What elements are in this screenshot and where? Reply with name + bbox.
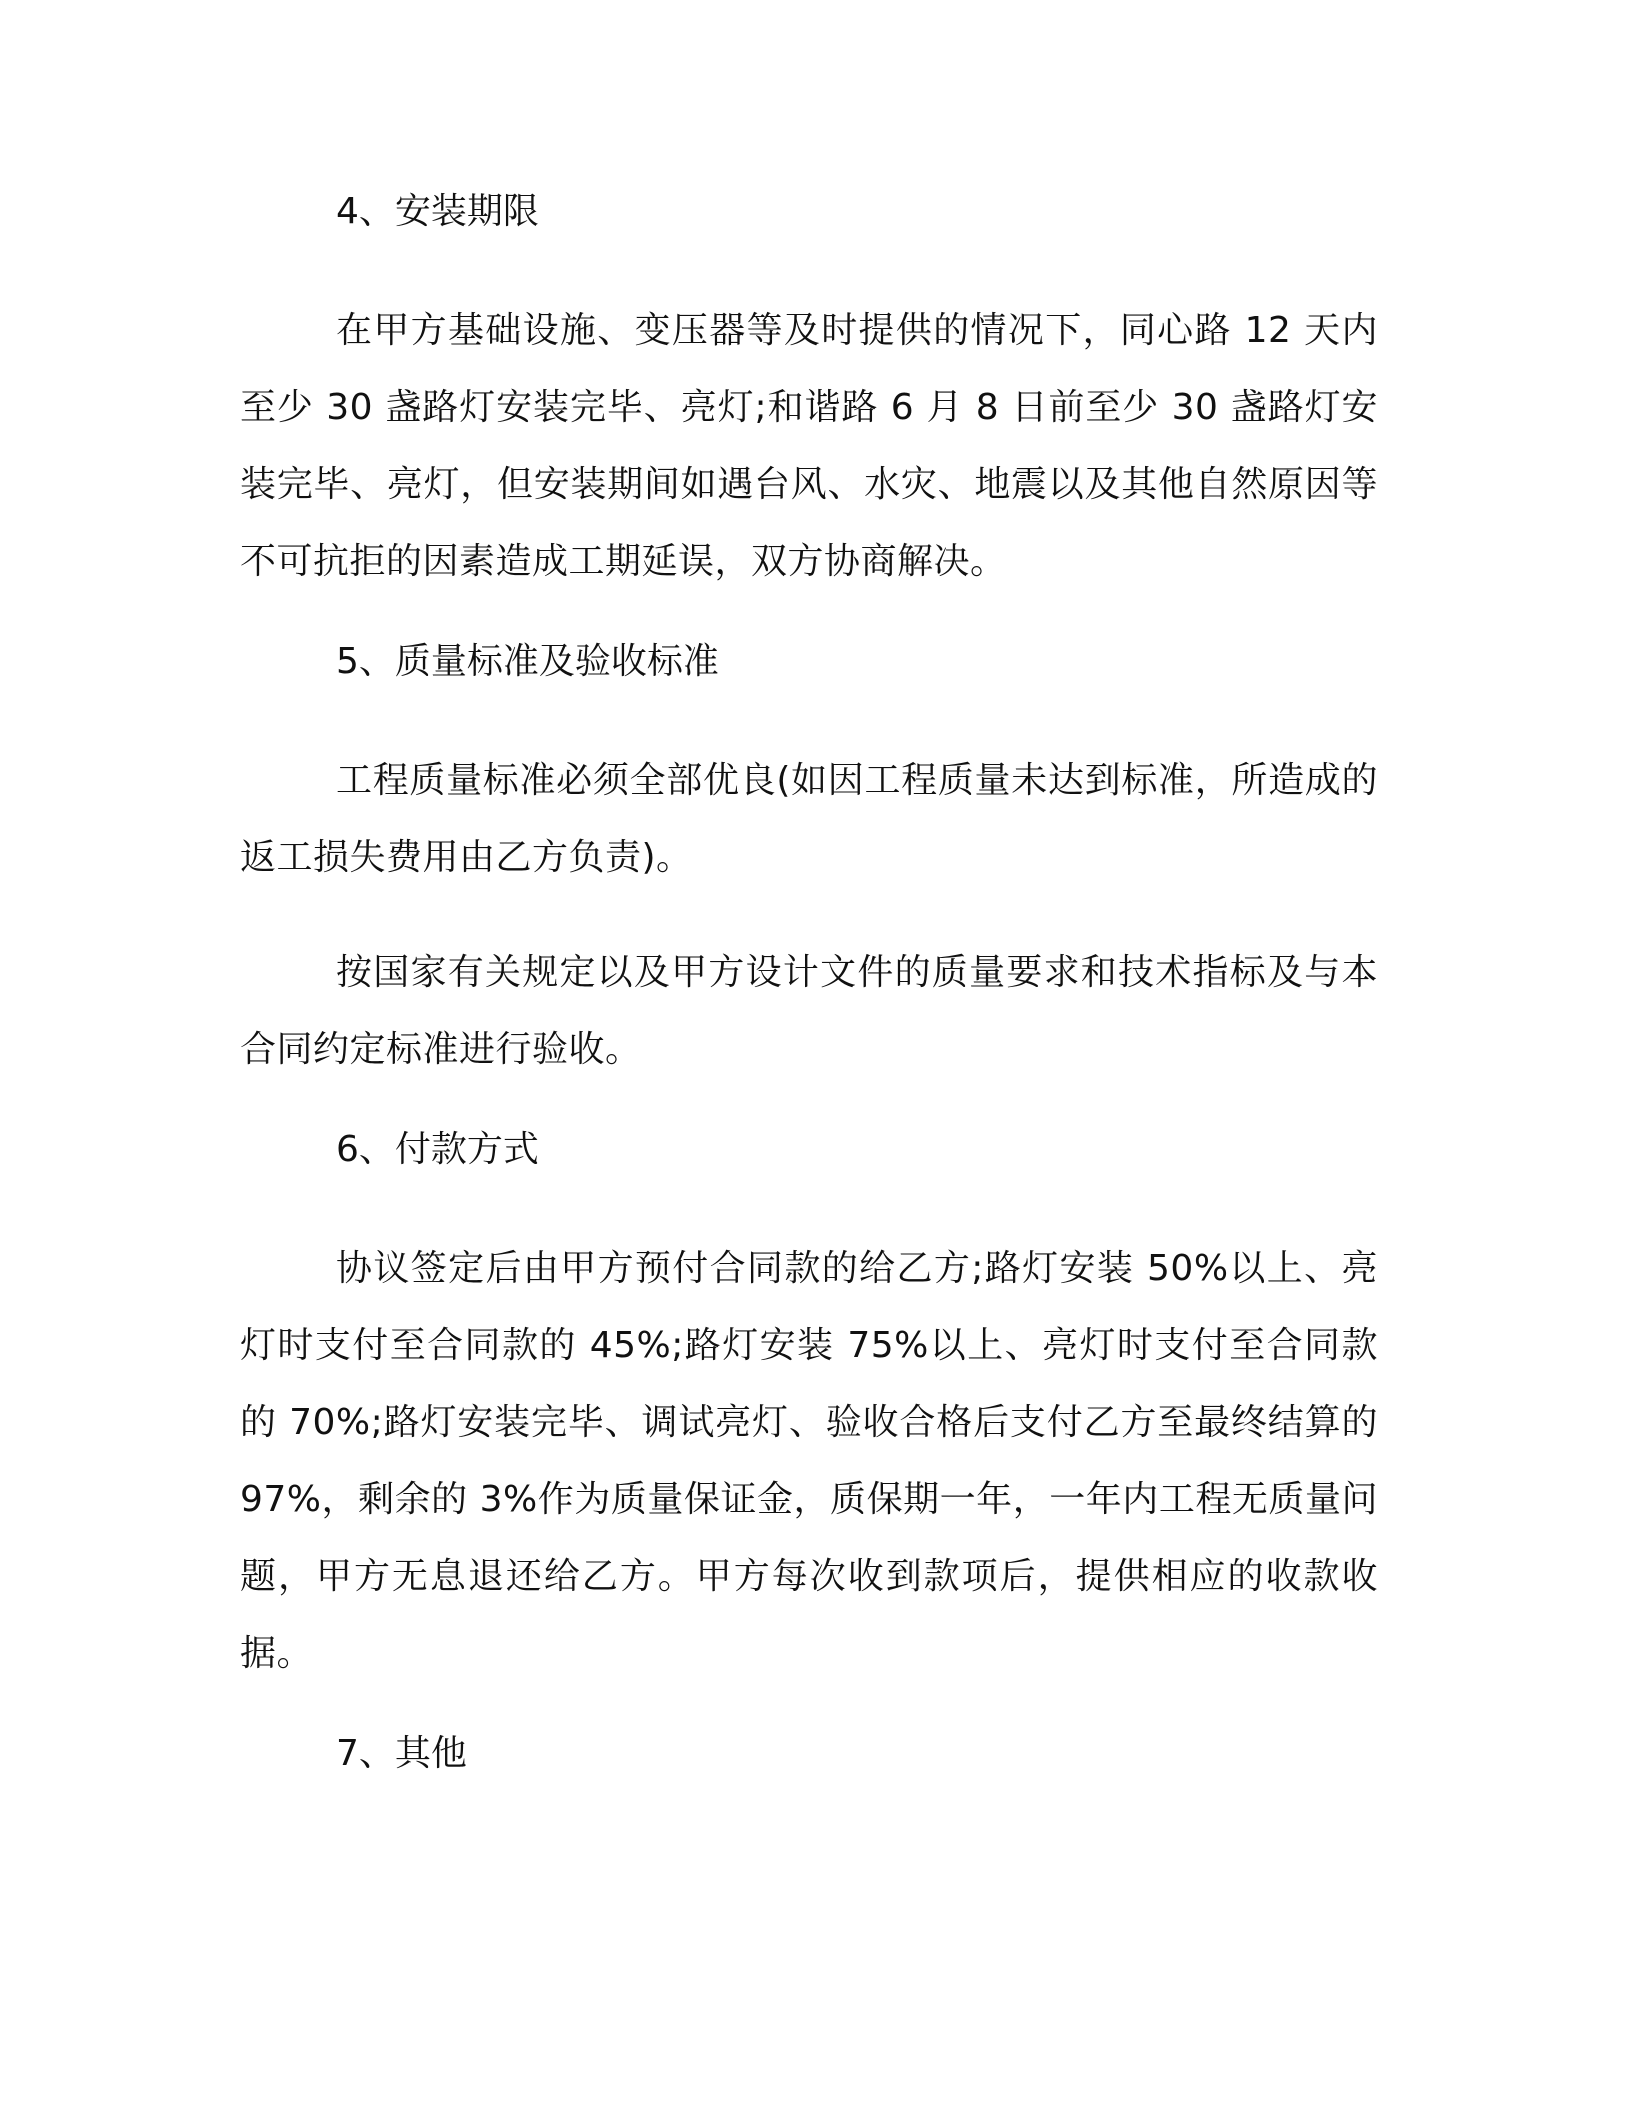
spacer <box>240 1174 1378 1230</box>
paragraph-payment-terms: 协议签定后由甲方预付合同款的给乙方;路灯安装 50%以上、亮灯时支付至合同款的 45%;路灯安装 75%以上、亮灯时支付至合同款的 70%;路灯安装完毕、调试亮灯、验收合格后支付乙方至最终结算的 97%，剩余的 3%作为质量保证金，质保期一年，一年内工程无质量问题，甲方无息退还给乙方。甲方每次收到款项后，提供相应的收款收据。 <box>240 1248 1378 1674</box>
spacer <box>240 1692 1378 1730</box>
section-heading-payment-method: 6、付款方式 <box>336 1129 539 1170</box>
document-body <box>240 188 1378 1778</box>
spacer <box>240 686 1378 742</box>
section-heading-installation-period: 4、安装期限 <box>336 191 539 232</box>
spacer <box>240 236 1378 292</box>
spacer <box>240 1088 1378 1126</box>
spacer <box>240 896 1378 934</box>
spacer <box>240 600 1378 638</box>
paragraph-quality-requirement: 工程质量标准必须全部优良(如因工程质量未达到标准，所造成的返工损失费用由乙方负责)。 <box>240 760 1378 878</box>
section-heading-other: 7、其他 <box>336 1733 467 1774</box>
paragraph-installation-period: 在甲方基础设施、变压器等及时提供的情况下，同心路 12 天内至少 30 盏路灯安装完毕、亮灯;和谐路 6 月 8 日前至少 30 盏路灯安装完毕、亮灯，但安装期间如遇台风、水灾、地震以及其他自然原因等不可抗拒的因素造成工期延误，双方协商解决。 <box>240 310 1378 582</box>
paragraph-acceptance-standard: 按国家有关规定以及甲方设计文件的质量要求和技术指标及与本合同约定标准进行验收。 <box>240 952 1378 1070</box>
section-heading-quality-standard: 5、质量标准及验收标准 <box>336 641 719 682</box>
